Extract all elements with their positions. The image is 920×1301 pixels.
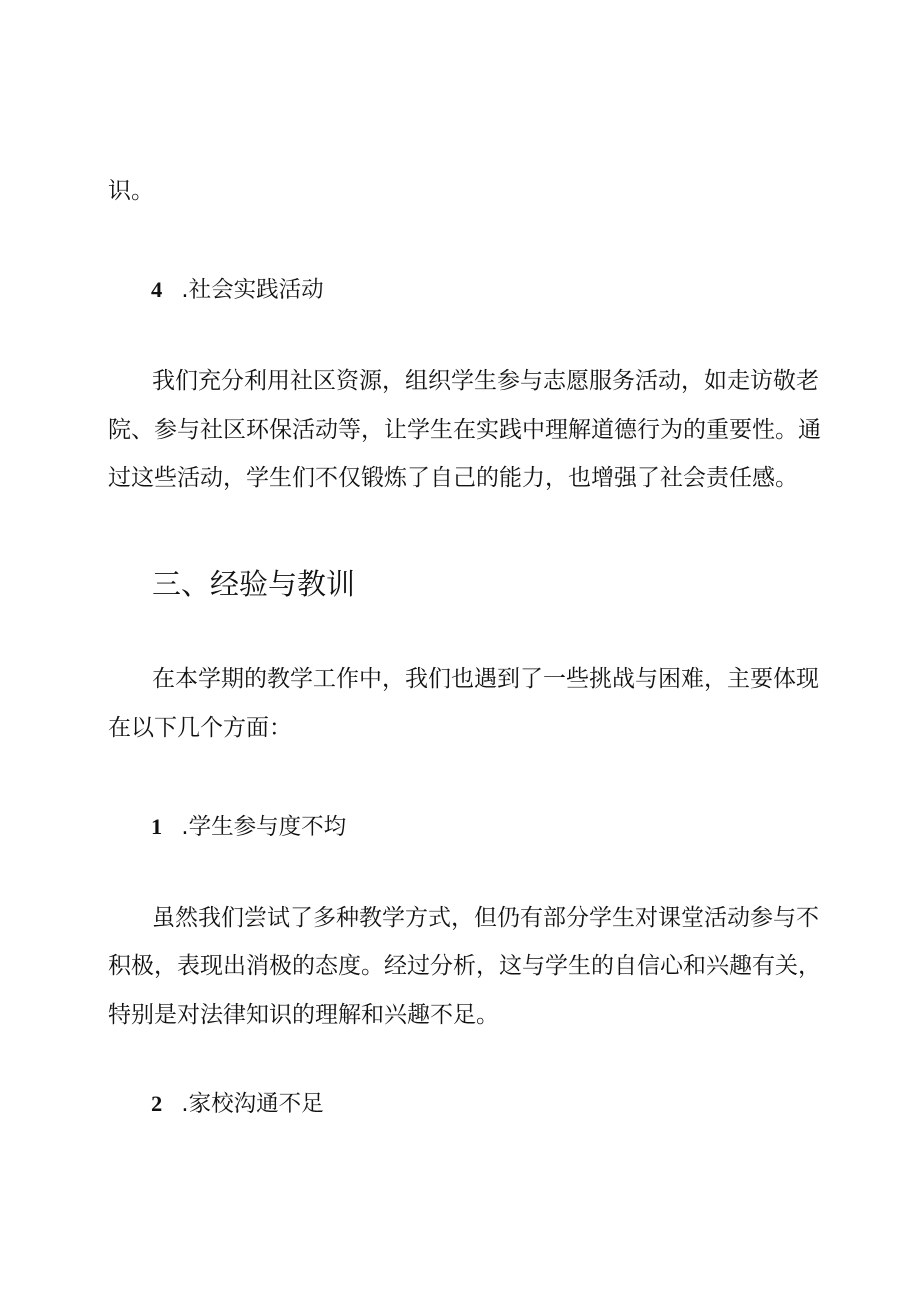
subheading-participation [151, 815, 346, 839]
subheading-number: 2 [151, 1091, 163, 1116]
paragraph-line: 过这些活动，学生们不仅锻炼了自己的能力，也增强了社会责任感。 [108, 465, 798, 491]
paragraph-line: 积极，表现出消极的态度。经过分析，这与学生的自信心和兴趣有关， [108, 953, 821, 979]
subheading-separator: . [181, 814, 189, 840]
subheading-title: 学生参与度不均 [188, 814, 347, 840]
paragraph-line: 在本学期的教学工作中，我们也遇到了一些挑战与困难，主要体现 [152, 666, 819, 692]
paragraph-line: 院、参与社区环保活动等，让学生在实践中理解道德行为的重要性。通 [108, 417, 821, 443]
paragraph-line: 在以下几个方面： [108, 715, 292, 741]
paragraph-line: 特别是对法律知识的理解和兴趣不足。 [108, 1002, 499, 1028]
section-heading-lessons: 三、经验与教训 [152, 567, 356, 601]
subheading-number: 4 [151, 277, 163, 302]
continued-text: 识。 [108, 178, 154, 204]
paragraph-line: 我们充分利用社区资源，组织学生参与志愿服务活动，如走访敬老 [152, 368, 819, 394]
paragraph-line: 虽然我们尝试了多种教学方式，但仍有部分学生对课堂活动参与不 [152, 905, 819, 931]
subheading-separator: . [181, 1091, 189, 1117]
subheading-number: 1 [151, 814, 163, 839]
subheading-title: 社会实践活动 [188, 277, 324, 303]
subheading-separator: . [181, 277, 189, 303]
subheading-social-practice [151, 278, 324, 302]
subheading-title: 家校沟通不足 [188, 1091, 324, 1117]
subheading-home-school-communication [151, 1092, 324, 1116]
